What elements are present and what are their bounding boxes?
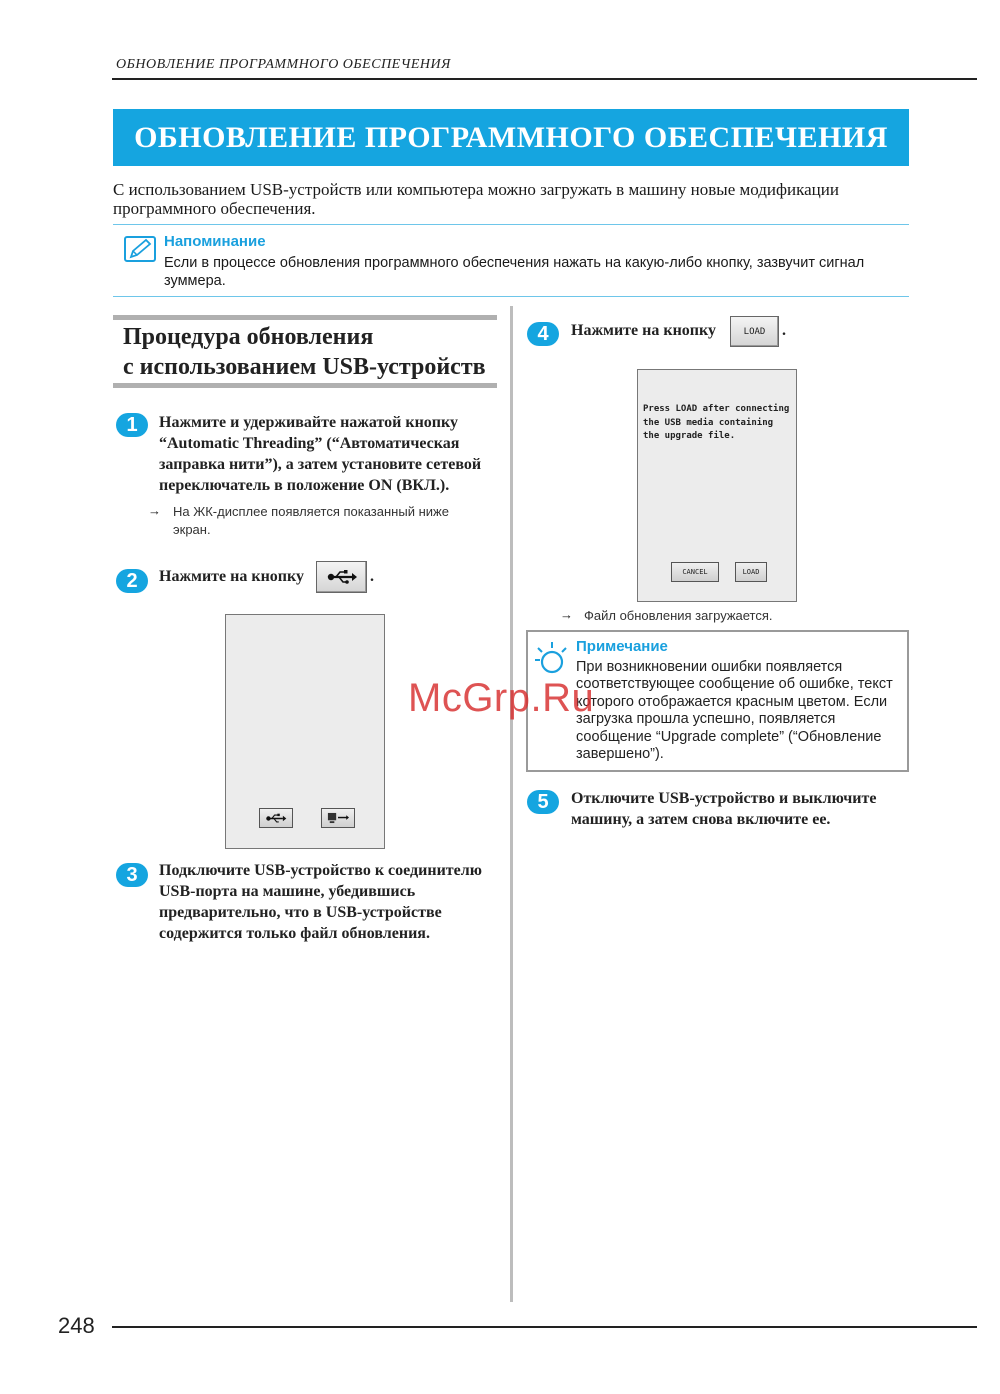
step-4-suffix: . bbox=[782, 322, 786, 339]
note-title: Примечание bbox=[576, 638, 668, 655]
running-header: ОБНОВЛЕНИЕ ПРОГРАММНОГО ОБЕСПЕЧЕНИЯ bbox=[116, 57, 451, 72]
footer-rule bbox=[112, 1326, 977, 1328]
lcd-computer-button[interactable] bbox=[321, 808, 355, 828]
usb-icon bbox=[265, 813, 287, 824]
section-heading-line: с использованием USB-устройств bbox=[123, 354, 486, 380]
step-5-text: Отключите USB-устройство и выключите машину, а затем снова включите ее. bbox=[571, 790, 877, 828]
step-4-text: Нажмите на кнопку bbox=[571, 322, 716, 339]
step-1-result: На ЖК-дисплее появляется показанный ниже экран. bbox=[173, 504, 449, 537]
lcd-cancel-button[interactable]: CANCEL bbox=[671, 562, 719, 582]
arrow-right-icon: → bbox=[560, 607, 573, 622]
divider bbox=[113, 296, 909, 297]
lcd-message: Press LOAD after connecting the USB media containing the upgrade file. bbox=[643, 404, 790, 441]
step-1-text: Нажмите и удерживайте нажатой кнопку “Automatic Threading” (“Автоматическая заправка нити”), а затем установите сетевой переключатель в положение ON (ВКЛ.). bbox=[159, 414, 482, 494]
lcd-load-button[interactable]: LOAD bbox=[735, 562, 767, 582]
step-4-badge: 4 bbox=[527, 322, 559, 346]
title-banner bbox=[113, 109, 909, 166]
step-2-suffix: . bbox=[370, 568, 374, 585]
section-heading-line: Процедура обновления bbox=[123, 324, 374, 350]
usb-icon bbox=[326, 569, 358, 585]
header-rule bbox=[112, 78, 977, 80]
column-divider bbox=[510, 306, 513, 1302]
step-1-badge: 1 bbox=[116, 413, 148, 437]
divider bbox=[113, 224, 909, 225]
page-number: 248 bbox=[58, 1313, 95, 1338]
load-button[interactable]: LOAD bbox=[730, 316, 779, 347]
step-3-text: Подключите USB-устройство к соединителю USB-порта на машине, убедившись предварительно, что в USB-устройстве содержится только файл обновления. bbox=[159, 862, 482, 942]
watermark: McGrp.Ru bbox=[408, 676, 595, 720]
pencil-note-icon bbox=[124, 236, 156, 262]
intro-paragraph: С использованием USB-устройств или компьютера можно загружать в машину новые модификации программного обеспечения. bbox=[113, 180, 839, 218]
step-5-badge: 5 bbox=[527, 790, 559, 814]
reminder-title: Напоминание bbox=[164, 233, 266, 250]
section-heading bbox=[123, 322, 503, 382]
arrow-right-icon: → bbox=[148, 503, 161, 518]
step-2-text: Нажмите на кнопку bbox=[159, 568, 304, 585]
step-2-badge: 2 bbox=[116, 569, 148, 593]
step-4-result: Файл обновления загружается. bbox=[584, 608, 773, 623]
computer-usb-icon bbox=[327, 812, 349, 824]
page-title: ОБНОВЛЕНИЕ ПРОГРАММНОГО ОБЕСПЕЧЕНИЯ bbox=[134, 120, 888, 154]
lcd-usb-button[interactable] bbox=[259, 808, 293, 828]
reminder-text: Если в процессе обновления программного обеспечения нажать на какую-либо кнопку, зазвучит сигнал зуммера. bbox=[164, 255, 865, 289]
lcd-screen-load bbox=[637, 369, 797, 602]
lightbulb-icon bbox=[534, 640, 570, 676]
section-bar bbox=[113, 315, 497, 320]
note-text: При возникновении ошибки появляется соответствующее сообщение об ошибке, текст которого отображается красным цветом. Если загрузка прошла успешно, появляется сообщение “Upgrade complete” (“Обновление завершено”). bbox=[576, 659, 893, 763]
section-bar bbox=[113, 383, 497, 388]
step-3-badge: 3 bbox=[116, 863, 148, 887]
lcd-screen-usb-select bbox=[225, 614, 385, 849]
usb-button[interactable] bbox=[316, 561, 367, 593]
